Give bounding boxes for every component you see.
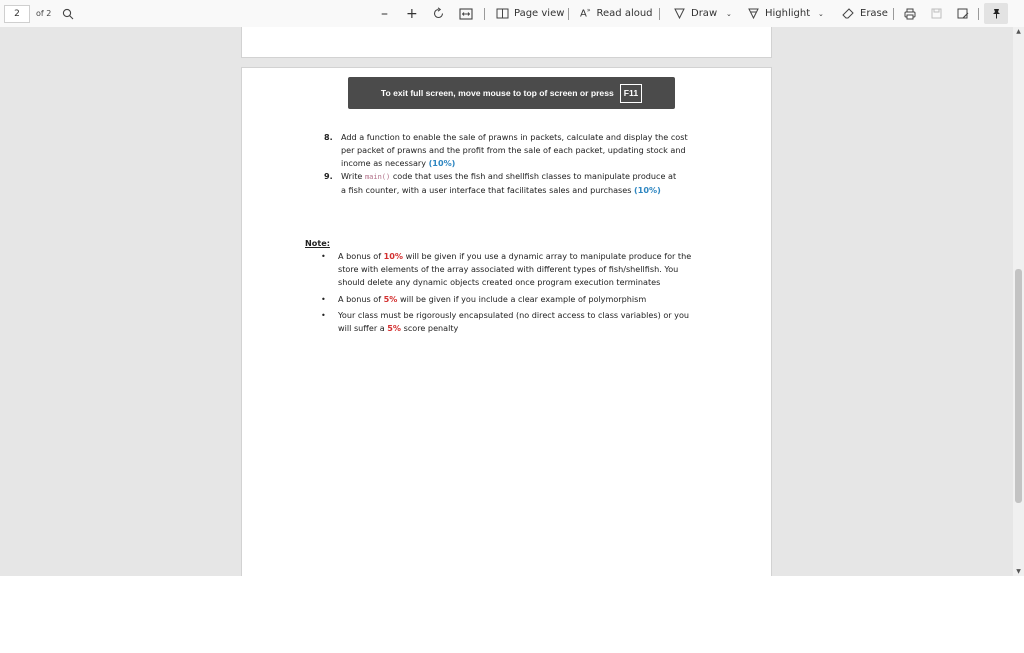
bullet-text: will be given if you use a dynamic array to manipulate produce for the — [405, 251, 692, 261]
read-aloud-button[interactable] — [580, 0, 653, 27]
bullet-text: A bonus of — [338, 251, 382, 261]
draw-label: Draw — [691, 8, 718, 19]
item-text-line: code that uses the fish and shellfish classes to manipulate produce at — [392, 171, 677, 181]
draw-chevron-down-icon[interactable]: ⌄ — [726, 9, 732, 18]
item-number: 8. — [324, 132, 333, 142]
bullet-icon: • — [321, 251, 326, 261]
bullet-text: score penalty — [403, 323, 459, 333]
item-text-line: a fish counter, with a user interface that facilitates sales and purchases — [341, 185, 632, 195]
toolbar-divider — [978, 8, 979, 20]
book-icon — [496, 8, 509, 19]
save-as-icon[interactable] — [957, 0, 969, 27]
penalty-percent: 5% — [387, 323, 402, 333]
page-number-input[interactable]: 2 — [4, 5, 30, 23]
code-inline: main() — [364, 173, 391, 181]
read-aloud-label: Read aloud — [596, 8, 653, 19]
vertical-scrollbar[interactable] — [1013, 27, 1024, 576]
print-icon[interactable] — [904, 0, 916, 27]
search-icon[interactable] — [62, 0, 74, 27]
bullet-text: will be given if you include a clear example of polymorphism — [399, 294, 647, 304]
document-page — [241, 67, 772, 576]
draw-pen-icon — [674, 8, 685, 19]
pin-toolbar-icon[interactable] — [984, 3, 1008, 24]
fullscreen-banner — [348, 77, 675, 109]
zoom-in-icon[interactable]: + — [406, 5, 418, 22]
rotate-icon[interactable] — [432, 0, 445, 27]
save-icon — [931, 0, 942, 27]
zoom-out-icon[interactable]: – — [381, 5, 388, 22]
fullscreen-banner-text: To exit full screen, move mouse to top of screen or press — [380, 87, 614, 98]
highlight-button[interactable] — [748, 0, 810, 27]
scroll-up-arrow-icon[interactable]: ▲ — [1016, 28, 1021, 35]
bullet-text: will suffer a — [338, 323, 385, 333]
pdf-toolbar — [0, 0, 1024, 28]
scroll-down-arrow-icon[interactable]: ▼ — [1016, 568, 1021, 575]
marks-label: (10%) — [428, 158, 456, 168]
item-text-line: Add a function to enable the sale of prawns in packets, calculate and display the cost — [341, 132, 688, 142]
erase-button[interactable] — [842, 0, 888, 27]
draw-button[interactable] — [674, 0, 717, 27]
eraser-icon — [842, 8, 854, 19]
f11-key-label: F11 — [620, 84, 642, 103]
bullet-text: store with elements of the array associated with different types of fish/shellfish. You — [338, 264, 679, 274]
item-text-line: income as necessary — [341, 158, 427, 168]
bonus-percent: 5% — [383, 294, 398, 304]
highlight-label: Highlight — [765, 8, 811, 19]
page-view-button[interactable] — [496, 0, 564, 27]
previous-page-bottom — [241, 27, 772, 58]
toolbar-divider — [484, 8, 485, 20]
highlight-chevron-down-icon[interactable]: ⌄ — [818, 9, 824, 18]
fit-page-icon[interactable] — [459, 0, 473, 27]
document-viewer[interactable] — [0, 27, 1013, 576]
page-view-label: Page view — [514, 8, 565, 19]
page-count: of 2 — [36, 9, 52, 18]
bullet-text: should delete any dynamic objects created once program execution terminates — [338, 277, 661, 287]
highlighter-icon — [748, 8, 759, 19]
erase-label: Erase — [860, 8, 888, 19]
bullet-icon: • — [321, 310, 326, 320]
marks-label: (10%) — [634, 185, 661, 195]
read-aloud-icon: A» — [580, 7, 591, 20]
scrollbar-thumb[interactable] — [1015, 269, 1022, 503]
bonus-percent: 10% — [383, 251, 404, 261]
bullet-icon: • — [321, 294, 326, 304]
toolbar-divider — [568, 8, 569, 20]
item-text-line: per packet of prawns and the profit from the sale of each packet, updating stock and — [341, 145, 686, 155]
item-text: Write — [341, 171, 363, 181]
bullet-text: Your class must be rigorously encapsulated (no direct access to class variables) or you — [338, 310, 690, 320]
bullet-text: A bonus of — [338, 294, 382, 304]
toolbar-divider — [893, 8, 894, 20]
item-number: 9. — [324, 171, 333, 181]
note-heading: Note: — [305, 238, 330, 248]
toolbar-divider — [659, 8, 660, 20]
